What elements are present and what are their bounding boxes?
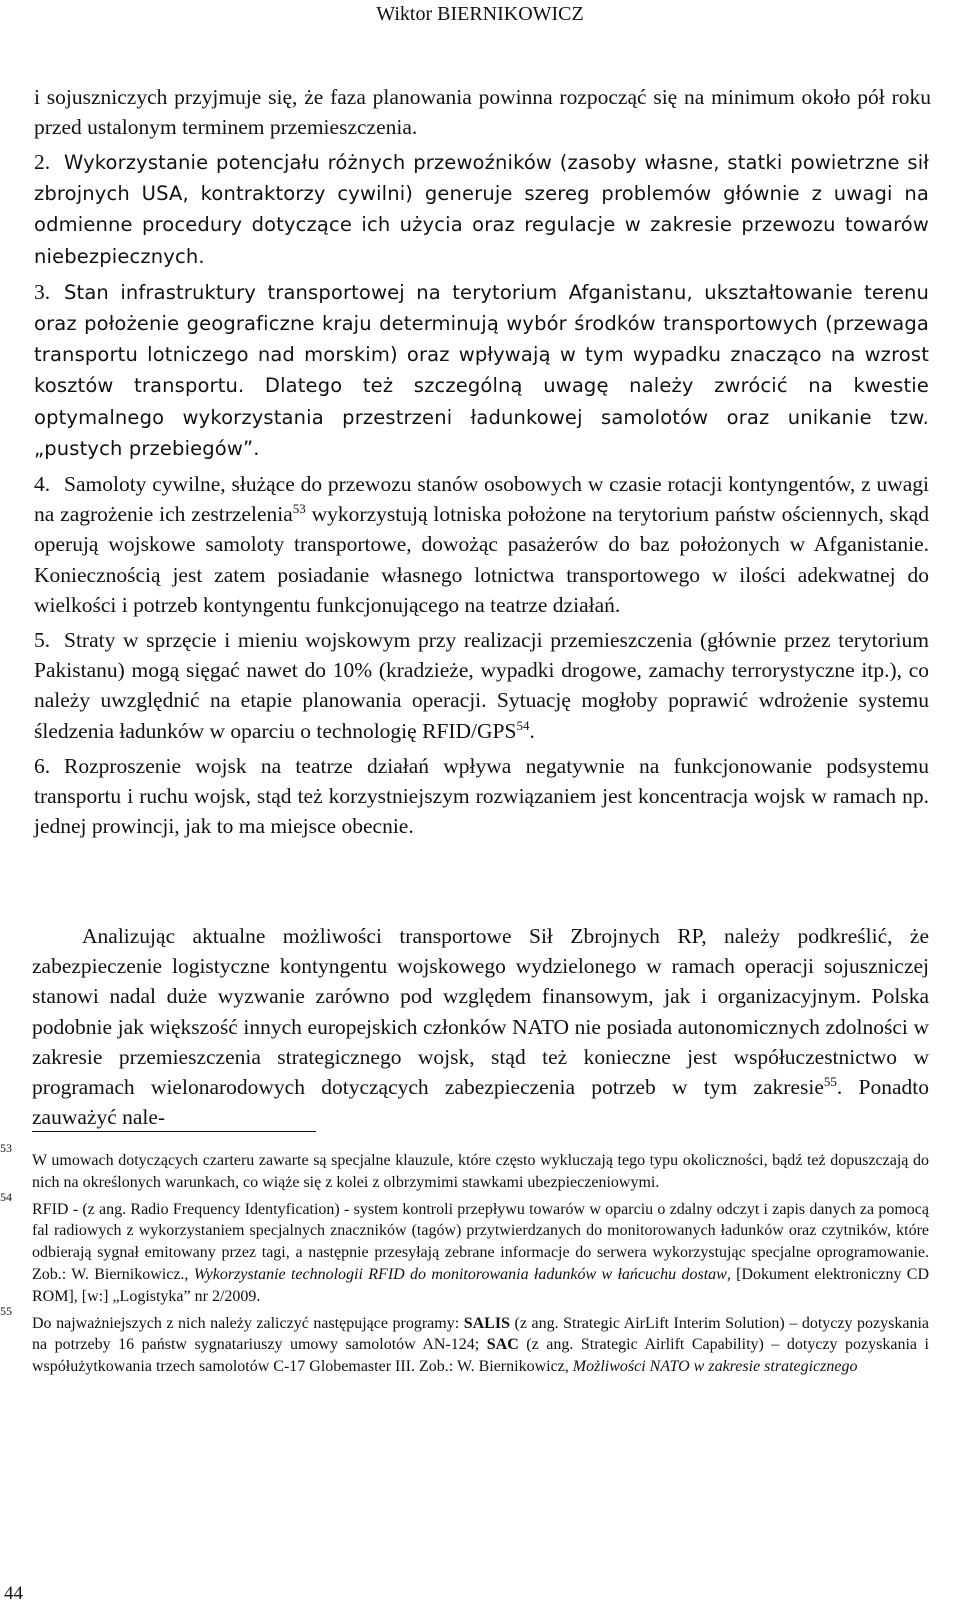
list-item bbox=[32, 625, 929, 746]
footnote-text bbox=[32, 1313, 929, 1378]
footnote-55 bbox=[0, 1303, 929, 1378]
footnote-53 bbox=[0, 1141, 929, 1194]
list-item bbox=[32, 147, 929, 272]
numbered-list bbox=[32, 147, 929, 846]
program-name-salis: SALIS bbox=[463, 1314, 510, 1332]
list-item-text: Straty w sprzęcie i mieniu wojskowym przy realizacji przemieszczenia (głównie przez terytorium Pakistanu) mogą sięgać nawet do 10% (kradzieże, wypadki drogowe, zamachy terrorystyczne itp.), co należy uwzględnić na etapie planowania operacji. Sytuację mogłoby poprawić wdrożenie systemu śledzenia ładunków w oparciu o technologię RFID/GPS bbox=[34, 628, 929, 743]
footnote-number: 55 bbox=[0, 1303, 12, 1318]
list-item-number: 3. bbox=[34, 279, 51, 304]
closing-paragraph-text: Analizując aktualne możliwości transportowe Sił Zbrojnych RP, należy podkreślić, że zabezpieczenie logistyczne kontyngentu wojskowego wydzielonego w ramach operacji sojuszniczej stanowi nadal duże wyzwanie zarówno pod względem finansowym, jak i organizacyjnym. Polska podobnie jak większość innych europejskich członków NATO nie posiada autonomicznych zdolności w zakresie przemieszczenia strategicznego wojsk, stąd też konieczne jest współuczestnictwo w programach wielonarodowych dotyczących zabezpieczenia potrzeb w tym zakresie bbox=[32, 924, 929, 1100]
footnote-number: 53 bbox=[0, 1141, 12, 1155]
footnote-text bbox=[32, 1199, 929, 1308]
continuation-paragraph: i sojuszniczych przyjmuje się, że faza planowania powinna rozpocząć się na minimum około pół roku przed ustalonym terminem przemieszczenia. bbox=[34, 85, 931, 140]
list-item-number: 2. bbox=[34, 150, 51, 174]
list-item-number: 5. bbox=[34, 628, 51, 653]
list-item-number: 6. bbox=[34, 753, 51, 778]
list-item-text: Wykorzystanie potencjału różnych przewoźników (zasoby własne, statki powietrzne sił zbrojnych USA, kontraktorzy cywilni) generuje szereg problemów głównie z uwagi na odmienne procedury dotyczące ich użycia oraz regulacje w zakresie przewozu towarów niebezpiecznych. bbox=[34, 151, 929, 268]
cited-title: Wykorzystanie technologii RFID do monitorowania ładunków w łańcuchu dostaw bbox=[193, 1265, 727, 1283]
closing-paragraph-text-cont: . Ponadto zauważyć nale- bbox=[32, 1075, 929, 1130]
list-item-text: Stan infrastruktury transportowej na terytorium Afganistanu, ukształtowanie terenu oraz położenie geograficzne kraju determinują wybór środków transportowych (przewaga transportu lotniczego nad morskim) oraz wpływają w tym wypadku znacząco na wzrost kosztów transportu. Dlatego też szczególną uwagę należy zwrócić na kwestie optymalnego wykorzystania przestrzeni ładunkowej samolotów oraz unikanie tzw. „pustych przebiegów”. bbox=[34, 280, 929, 460]
footnote-text-part: RFID - (z ang. Radio Frequency Identyfication) - system kontroli przepływu towarów w oparciu o zdalny odczyt i zapis danych za pomocą fal radiowych z wykorzystaniem specjalnych znaczników (tagów) przytwierdzanych do monitorowanych ładunków oraz czytników, które odbierają sygnał emitowany przez tagi, a następnie przesyłają zebrane informacje do serwera wykorzystując specjalne oprogramowanie. Zob.: W. Biernikowicz., bbox=[32, 1200, 929, 1283]
list-item bbox=[32, 751, 929, 842]
list-item-text: Rozproszenie wojsk na teatrze działań wpływa negatywnie na funkcjonowanie podsystemu transportu i ruchu wojsk, stąd też korzystniejszym rozwiązaniem jest koncentracja wojsk w ramach np. jednej prowincji, jak to ma miejsce obecnie. bbox=[34, 753, 929, 839]
footnotes bbox=[0, 1141, 930, 1383]
footnote-ref-53[interactable]: 53 bbox=[292, 501, 306, 517]
footnote-text-part: , [Dokument elektroniczny CD ROM], [w:] „Logistyka” nr 2/2009. bbox=[32, 1265, 930, 1305]
list-item-number: 4. bbox=[34, 472, 51, 497]
footnote-text: W umowach dotyczących czarteru zawarte są specjalne klauzule, które często wykluczają tego typu okoliczności, bądź też dopuszczają do nich na określonych warunkach, co wiąże się z kolei z olbrzymimi stawkami ubezpieczeniowymi. bbox=[32, 1152, 929, 1191]
list-item bbox=[32, 469, 929, 620]
closing-paragraph bbox=[32, 921, 929, 1132]
footnote-ref-54[interactable]: 54 bbox=[516, 717, 530, 733]
page-header-author: Wiktor BIERNIKOWICZ bbox=[376, 3, 584, 25]
footnote-text-part: Do najważniejszych z nich należy zaliczyć następujące programy: bbox=[32, 1314, 464, 1332]
page-number: 44 bbox=[4, 1583, 23, 1604]
footnote-text-part: (z ang. Strategic AirLift Interim Solution) – dotyczy pozyskania na potrzeby 16 państw sygnatariuszy umowy samolotów AN-124; bbox=[32, 1314, 929, 1354]
list-item-text: Samoloty cywilne, służące do przewozu stanów osobowych w czasie rotacji kontyngentów, z uwagi na zagrożenie ich zestrzelenia bbox=[34, 472, 929, 527]
footnote-number: 54 bbox=[0, 1189, 12, 1204]
footnote-ref-55[interactable]: 55 bbox=[823, 1074, 837, 1090]
footnote-separator bbox=[32, 1131, 316, 1132]
footnote-text-part: (z ang. Strategic Airlift Capability) – dotyczy pozyskania i współużytkowania trzech samolotów C-17 Globemaster III. Zob.: W. Biernikowicz, bbox=[32, 1336, 929, 1376]
list-item bbox=[32, 277, 929, 464]
list-item-text-cont: . bbox=[529, 718, 535, 743]
list-item-text-cont: wykorzystują lotniska położone na terytorium państw ościennych, skąd operują wojskowe samoloty transportowe, dowożąc pasażerów do baz położonych w Afganistanie. Koniecznością jest zatem posiadanie własnego lotnictwa transportowego w ilości adekwatnej do wielkości i potrzeb kontyngentu funkcjonującego na teatrze działań. bbox=[34, 502, 930, 617]
cited-title: Możliwości NATO w zakresie strategicznego bbox=[572, 1358, 858, 1376]
footnote-54 bbox=[0, 1189, 930, 1308]
program-name-sac: SAC bbox=[486, 1336, 519, 1354]
